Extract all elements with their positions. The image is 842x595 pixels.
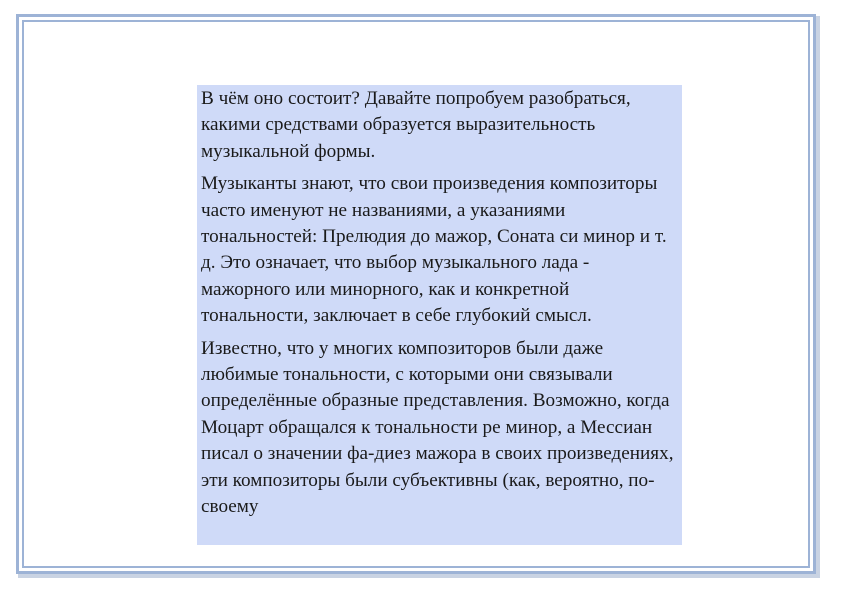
- text-box: [197, 85, 682, 545]
- paragraph-2: Музыканты знают, что свои произведения композиторы часто именуют не названиями, а указаниями тональностей: Прелюдия до мажор, Соната си минор и т. д. Это означает, что выбор музыкального лада - мажорного или минорного, как и конкретной тональности, заключает в себе глубокий смысл.: [201, 173, 667, 327]
- frame-shadow-bottom: [18, 574, 820, 578]
- paragraph-3: Известно, что у многих композиторов были даже любимые тональности, с которыми они связывали определённые образные представления. Возможно, когда Моцарт обращался к тональности ре минор, а Мессиан писал о значении фа-диез мажора в своих произведениях, эти композиторы были субъективны (как, вероятно, по-своему: [201, 337, 674, 518]
- frame-shadow-right: [816, 16, 820, 576]
- paragraph-1: В чём оно состоит? Давайте попробуем разобраться, какими средствами образуется выразительность музыкальной формы.: [201, 88, 631, 162]
